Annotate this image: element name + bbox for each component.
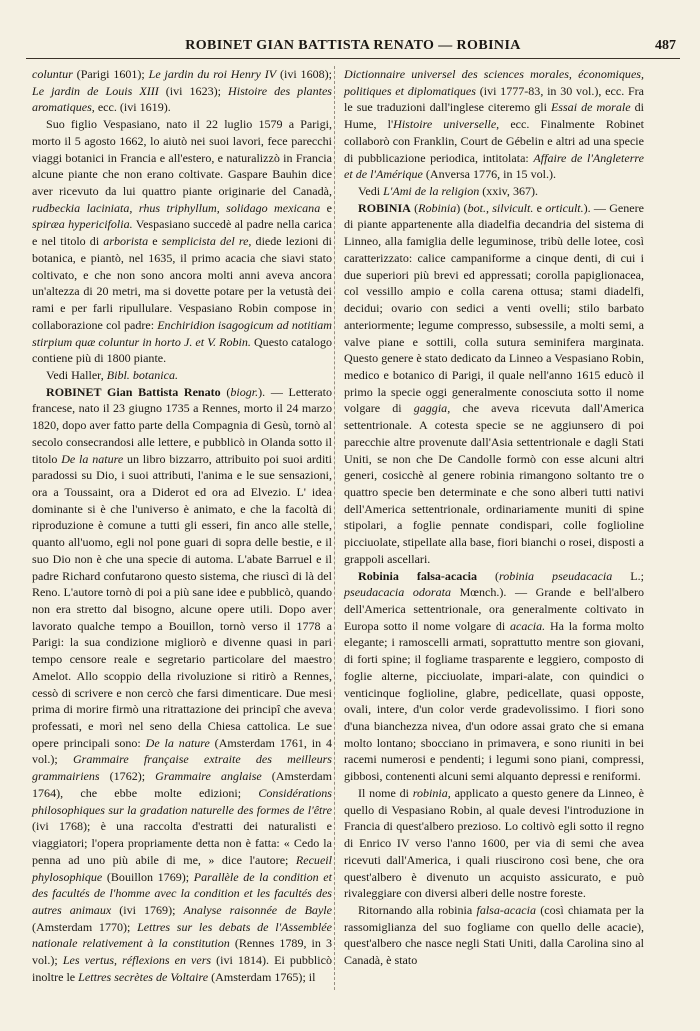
italic-text: Essai de morale: [550, 100, 631, 115]
italic-text: Dictionnaire universel des sciences morales, économiques, politiques et diplomatiques: [344, 67, 644, 98]
paragraph: [32, 367, 332, 384]
italic-text: gaggia,: [413, 401, 451, 416]
text-run: Vespasiano succedè al padre nella carica e nel titolo di: [32, 217, 333, 249]
page-header: [26, 38, 680, 58]
entry-heading: ROBINET Gian Battista Renato: [46, 384, 221, 399]
italic-text: Affaire de l'Angleterre et de l'Amérique: [344, 150, 644, 182]
paragraph: [344, 66, 644, 183]
italic-text: Histoire universelle,: [393, 117, 500, 132]
text-run: (ivi 1768); è una raccolta d'estratti dei naturalisti e viaggiatori; l'opera propriamente detta non è fatta: « Cedo la penna ad uno più abile di me, » dice l'autore;: [32, 819, 332, 867]
paragraph: [344, 568, 644, 785]
text-run: (Amsterdam 1770);: [32, 919, 138, 934]
italic-text: robinia,: [412, 785, 451, 800]
italic-text: orticult.: [545, 200, 584, 215]
italic-text: Grammaire anglaise: [155, 769, 262, 784]
paragraph: [344, 183, 644, 200]
text-run: (Amsterdam 1761, in 4 vol.);: [32, 735, 333, 767]
text-run: (xxiv, 367).: [479, 184, 539, 199]
italic-text: Enchiridion isagogicum ad notitiam stirpium quæ coluntur in horto J. et V. Robin.: [32, 317, 332, 349]
text-run: Il nome di: [358, 785, 413, 800]
text-run: e: [320, 200, 333, 215]
text-run: (Parigi 1601);: [72, 67, 149, 81]
text-run: (ivi 1623);: [158, 83, 229, 98]
italic-text: Lettres sur les debats de l'Assemblée nationale relativement à la constitution: [32, 919, 332, 951]
italic-text: coluntur: [32, 67, 73, 81]
italic-text: acacia.: [510, 618, 546, 633]
italic-text: Analyse raisonnée de Bayle: [183, 902, 332, 917]
text-run: Vedi Haller,: [46, 367, 107, 382]
italic-text: falsa-acacia: [476, 902, 537, 917]
text-run: Vedi: [358, 184, 384, 199]
running-title: ROBINET GIAN BATTISTA RENATO — ROBINIA: [185, 38, 521, 53]
text-run: ). — Letterato francese, nato il 23 giugno 1735 a Rennes, morto il 24 marzo 1820, dopo aver fatto parte della Compagnia di Gesù, tornò al secolo consecrandosi alle lettere, e pubblicò in Olanda sotto il titolo: [32, 384, 332, 466]
text-run: L.;: [612, 568, 644, 583]
text-run: Ritornando alla robinia: [358, 902, 477, 917]
text-run: diede lezioni di botanica, e piantò, nel 1635, il primo acacia che siavi stato coltivato, e che non sono ancora molti anni aveva ancora un'altezza di 20 metri, ma si dovette potare per la vetustà dei rami e per farli ripullulare. Vespasiano Robin compose in collaborazione col padre:: [32, 234, 333, 332]
text-run: Suo figlio Vespasiano, nato il 22 luglio 1579 a Parigi, morto il 5 agosto 1662, lo aiutò nei suoi lavori, fece parecchi viaggi botanici in Francia e all'estero, e naturalizzò in Francia alcune piante che non erano coltivate. Gaspare Bauhin dice aver ricevuto da lui quattro piante originarie del Canadà,: [32, 117, 332, 199]
text-run: (ivi 1814). Ei pubblicò inoltre le: [32, 953, 333, 984]
text-run: ecc. Finalmente Robinet collaborò con Franklin, Court de Gébelin e altri ad una specie di pubblicazione periodica, intitolata:: [344, 117, 645, 165]
italic-text: Considérations philosophiques sur la gradation naturelle des formes de l'être: [32, 785, 332, 817]
text-run: di Hume, l': [344, 100, 644, 132]
italic-text: Recueil phylosophique: [32, 852, 332, 884]
italic-text: spiræa hypericifolia.: [32, 217, 133, 232]
italic-text: Bibl. botanica.: [106, 367, 179, 382]
text-run: e: [148, 234, 162, 249]
italic-text: Grammaire française extraite des meilleurs grammairiens: [32, 752, 332, 784]
text-run: applicato a questo genere da Linneo, è quello di Vespasiano Robin, al quale devesi l'introduzione in Francia di quest'albero prezioso. Lo coltivò egli sotto il regno di Enrico IV verso l'anno 1600, per via di semi che avea ricevuti dall'America, i quali riuscirono così bene, che ora quest'albero è divenuto un acquisto assicurato, e può rivaleggiare con diversi alberi delle nostre foreste.: [344, 785, 644, 901]
italic-text: pseudacacia odorata: [344, 585, 451, 600]
text-run: un libro bizzarro, attribuito poi suoi arditi paradossi su Dio, i suoi attributi, l'anima e le sue sensazioni, ora a Toussaint, ora a Diderot ed ora ad Elvezio. L' idea dominante si è che l'universo è animato, e che la facoltà di riproduzione è comune a tutti gli esseri, fin anco alle stelle, quanto all'uomo, egli nol pone guari di sopra delle bestie, e il suo Dio non è che una specie di automa. L'abate Barruel e il padre Richard confutarono questo sistema, che riuscì di là del Reno. L'autore tornò di poi a più sane idee e pubblicò, quando non era stretto dal bisogno, alcune opere utili. Dopo aver lavorato qualche tempo a Bouillon, tornò verso il 1778 a Parigi: la sua condizione migliorò e divenne quasi in pari tempo censore reale e segretario particolare del maestro Amelot. Allo scoppio della rivoluzione si ritirò a Rennes, cessò di scrivere e non cercò che farsi dimenticare. Due mesi prima di morire firmò una ritrattazione dei principî che aveva professati, e morì nel seno della Chiesa cattolica. Le sue opere principali sono:: [32, 451, 332, 750]
italic-text: robinia pseudacacia: [499, 568, 613, 583]
text-run: (così chiamata per la rassomiglianza del suo fogliame con quello delle acacie), quest'albero che nasce negli Stati Uniti, dalla Carolina sino al Canadà, è stato: [344, 902, 644, 968]
text-run: (Amsterdam 1764), che ebbe molte edizioni;: [32, 769, 332, 800]
italic-text: semplicista del re,: [161, 234, 252, 249]
text-run: (1762);: [99, 769, 156, 784]
italic-text: Parallèle de la condition et des facultés de l'homme avec la condition et les facultés des autres animaux: [32, 869, 332, 917]
italic-text: arborista: [103, 234, 149, 249]
text-run: (: [220, 384, 231, 399]
text-run: Questo catalogo contiene più di 1800 piante.: [32, 334, 332, 366]
paragraph: [32, 384, 332, 986]
paragraph: [344, 200, 644, 568]
text-run: (: [410, 200, 419, 215]
text-run: (: [477, 568, 500, 583]
paragraph: [32, 66, 332, 116]
italic-text: L'Ami de la religion: [383, 184, 480, 199]
italic-text: Histoire des plantes aromatiques,: [32, 83, 332, 115]
column-divider: [334, 66, 335, 990]
text-run: (Rennes 1789, in 3 vol.);: [32, 936, 332, 968]
italic-text: Les vertus, réflexions en vers: [62, 953, 212, 968]
text-run: (Bouillon 1769);: [102, 869, 194, 884]
italic-text: Robinia: [418, 200, 457, 215]
text-run: Ha la forma molto elegante; i ramoscelli armati, soprattutto mentre son giovani, di forti spine; il fogliame trasparente e leggiero, composto di foglie alterne, picciuolate, impari-alate, con quindici o venticinque foglioline, glabre, pedicellate, quasi opposte, ovali, intere, d'un color verde gradevolissimo. I fiori sono d'una bianchezza nivea, d'un odore assai grato che si emana molto lontano; sbocciano in primavera, e sono riuniti in bei racemi numerosi e pendenti; i legumi sono piani, compressi, gibbosi, contenenti alcuni semi alquanto depressi e reniformi.: [344, 618, 644, 784]
text-run: (ivi 1769);: [111, 902, 184, 917]
italic-text: Le jardin du roi Henry IV: [148, 67, 277, 81]
text-run: ) (: [456, 200, 468, 215]
paragraph: [344, 785, 644, 902]
text-run: ecc. (ivi 1619).: [94, 100, 171, 115]
italic-text: bot., silvicult.: [467, 200, 534, 215]
text-run: Mœnch.). — Grande e bell'albero dell'America settentrionale, ora generalmente coltivato in Europa sotto il nome volgare di: [344, 585, 644, 633]
italic-text: biogr.: [230, 384, 259, 399]
page-number: 487: [655, 38, 676, 53]
paragraph: [32, 116, 332, 367]
text-run: (ivi 1608);: [276, 67, 332, 81]
text-run: ). — Genere di piante appartenente alla diadelfia decandria del sistema di Linneo, alla famiglia delle leguminose, tribù delle lotee, così caratterizzato: calice campaniforme a cinque denti, di cui i due superiori più brevi ed appressati; corolla papiglionacea, col vessillo ampio e colla carena ottusa; stami diadelfi, decidui; ovario con sedici a venti ovelli; stilo barbato anteriormente; legume compresso, subsessile, a molti semi, a valve piane e sottili, colla sutura seminifera marginata. Questo genere è stato dedicato da Linneo a Vespasiano Robin, medico e botanico di Parigi, il quale nell'anno 1615 educò il primo la specie oggi generalmente conosciuta sotto il nome volgare di: [344, 200, 644, 416]
text-run: (ivi 1777-83, in 30 vol.), ecc. Fra le sue traduzioni dall'inglese citeremo gli: [344, 83, 645, 115]
right-column: [344, 66, 644, 969]
entry-heading: ROBINIA: [358, 200, 411, 215]
italic-text: De la nature: [145, 735, 210, 750]
entry-heading: Robinia falsa-acacia: [358, 568, 478, 583]
paragraph: [344, 902, 644, 969]
left-column: [32, 66, 332, 986]
text-run: che aveva ricevuta dall'America settentrionale. A cotesta specie se ne aggiunsero di poi parecchie altre provenute dall'Asia settentrionale e dagli Stati Uniti, se non che De Candolle formò con esse alcuni altri generi, cosicchè al genere robinia rimangono soltanto tre o quattro specie ben determinate e che sono alberi tutti nativi dell'America settentrionale, ordinariamente muniti di spine stipolari, a foglie pennate condispari, colle foglioline picciuolate, stipellate alla base, fiori bianchi o rosei, disposti a grappoli ascellari.: [344, 401, 644, 566]
header-rule: [26, 58, 680, 59]
text-run: e: [533, 200, 546, 215]
italic-text: De la nature: [61, 451, 124, 466]
text-run: (Anversa 1776, in 15 vol.).: [422, 167, 557, 182]
italic-text: rudbeckia laciniata, rhus triphyllum, solidago mexicana: [32, 200, 321, 215]
text-run: (Amsterdam 1765); il: [208, 969, 316, 984]
italic-text: Lettres secrètes de Voltaire: [78, 969, 209, 984]
italic-text: Le jardin de Louis XIII: [32, 83, 159, 98]
